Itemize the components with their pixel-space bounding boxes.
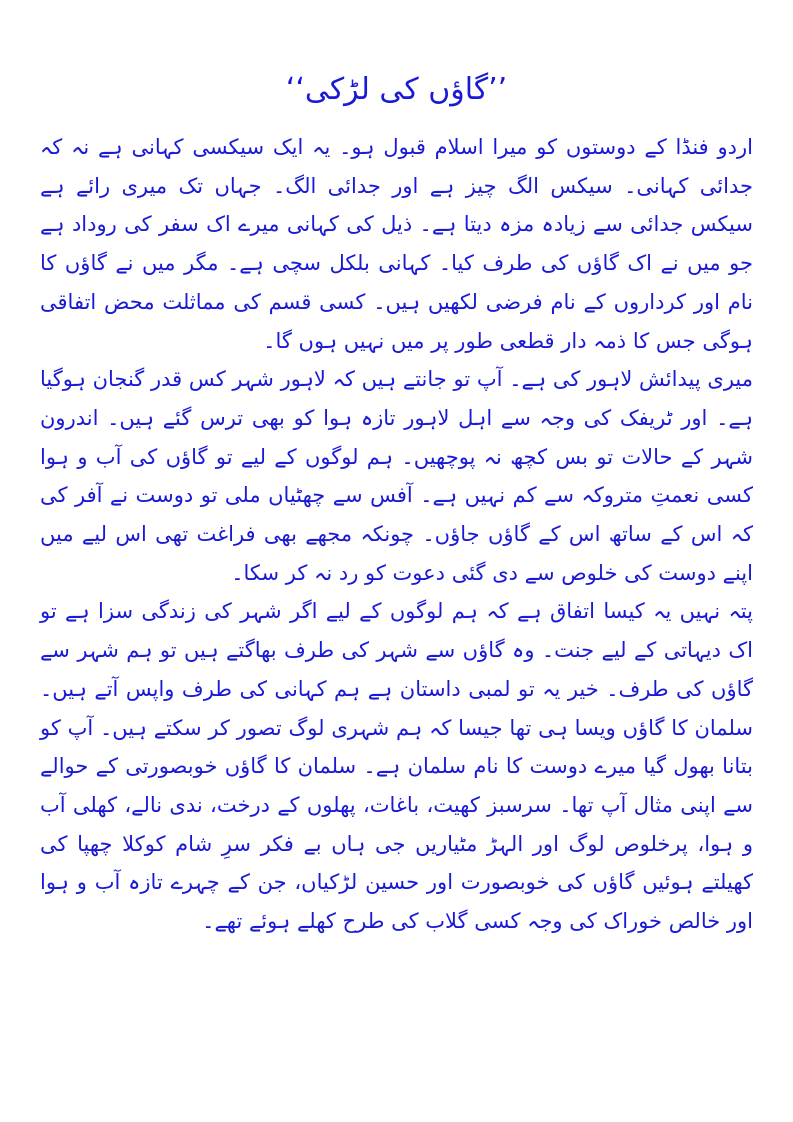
story-title: ’’گاؤں کی لڑکی‘‘ (285, 72, 508, 107)
paragraph-village: پتہ نہیں یہ کیسا اتفاق ہے کہ ہم لوگوں کے لیے اگر شہر کی زندگی سزا ہے تو اک دیہاتی کے لیے جنت۔ وہ گاؤں سے شہر کی طرف بھاگتے ہیں تو ہم شہر سے گاؤں کی طرف۔ خیر یہ تو لمبی داستان ہے ہم کہانی کی طرف واپس آتے ہیں۔ سلمان کا گاؤں ویسا ہی تھا جیسا کہ ہم شہری لوگ تصور کر سکتے ہیں۔ آپ کو بتانا بھول گیا میرے دوست کا نام سلمان ہے۔ سلمان کا گاؤں خوبصورتی کے حوالے سے اپنی مثال آپ تھا۔ سرسبز کھیت، باغات، پھلوں کے درخت، ندی نالے، کھلی آب و ہوا، پرخلوص لوگ اور الہڑ مٹیاریں جی ہاں بے فکر سرِ شام کوکلا چھپا کی کھیلتے ہوئیں گاؤں کی خوبصورت اور حسین لڑکیاں، جن کے چہرے تازہ آب و ہوا اور خالص خوراک کی وجہ کسی گلاب کی طرح کھلے ہوئے تھے۔ (40, 599, 753, 934)
paragraph-intro: اردو فنڈا کے دوستوں کو میرا اسلام قبول ہو۔ یہ ایک سیکسی کہانی ہے نہ کہ جدائی کہانی۔ سیکس الگ چیز ہے اور جدائی الگ۔ جہاں تک میری رائے ہے سیکس جدائی سے زیادہ مزہ دیتا ہے۔ ذیل کی کہانی میرے اک سفر کی روداد ہے جو میں نے اک گاؤں کی طرف کیا۔ کہانی بلکل سچی ہے۔ مگر میں نے گاؤں کا نام اور کرداروں کے نام فرضی لکھیں ہیں۔ کسی قسم کی مماثلت محض اتفاقی ہوگی جس کا ذمہ دار قطعی طور پر میں نہیں ہوں گا۔ (40, 135, 753, 353)
paragraph-lahore: میری پیدائش لاہور کی ہے۔ آپ تو جانتے ہیں کہ لاہور شہر کس قدر گنجان ہوگیا ہے۔ اور ٹریفک کی وجہ سے اہل لاہور تازہ ہوا کو بھی ترس گئے ہیں۔ اندرون شہر کے حالات تو بس کچھ نہ پوچھیں۔ ہم لوگوں کے لیے تو گاؤں کی آب و ہوا کسی نعمتِ متروکہ سے کم نہیں ہے۔ آفس سے چھٹیاں ملی تو دوست نے آفر کی کہ اس کے ساتھ اس کے گاؤں جاؤں۔ چونکہ مجھے بھی فراغت تھی اس لیے میں اپنے دوست کی خلوص سے دی گئی دعوت کو رد نہ کر سکا۔ (40, 367, 753, 585)
document-page (40, 60, 753, 941)
